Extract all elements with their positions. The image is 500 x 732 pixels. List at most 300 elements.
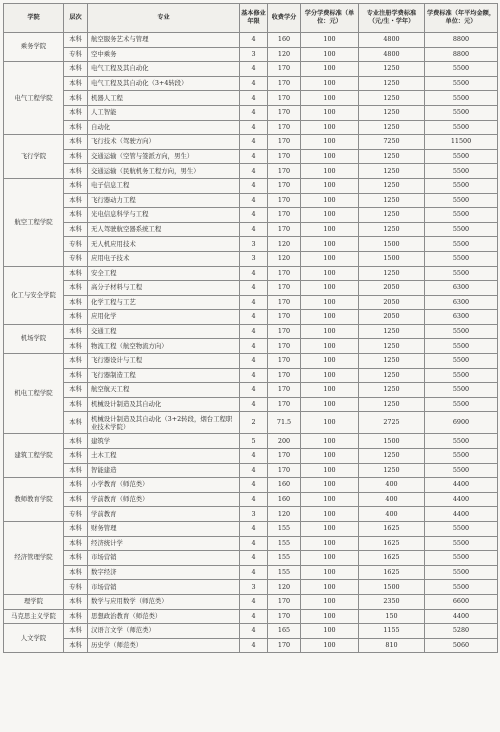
table-row [4, 295, 498, 310]
table-row [4, 222, 498, 237]
cell-years: 4 [240, 135, 268, 150]
cell-registration-fee: 1250 [359, 193, 425, 208]
cell-level: 本科 [64, 120, 88, 135]
cell-major: 空中乘务 [88, 47, 240, 62]
table-row [4, 383, 498, 398]
table-row [4, 237, 498, 252]
cell-years: 4 [240, 594, 268, 609]
cell-registration-fee: 1250 [359, 91, 425, 106]
cell-level: 本科 [64, 609, 88, 624]
table-row [4, 164, 498, 179]
cell-level: 本科 [64, 383, 88, 398]
cell-credit-fee: 100 [301, 295, 359, 310]
cell-credits: 155 [268, 551, 301, 566]
cell-major: 经济统计学 [88, 536, 240, 551]
cell-credits: 170 [268, 76, 301, 91]
cell-registration-fee: 4800 [359, 47, 425, 62]
cell-registration-fee: 1500 [359, 237, 425, 252]
cell-level: 本科 [64, 266, 88, 281]
cell-annual-fee: 4400 [425, 507, 498, 522]
table-row [4, 149, 498, 164]
cell-annual-fee: 5500 [425, 91, 498, 106]
table-row [4, 251, 498, 266]
cell-registration-fee: 1250 [359, 383, 425, 398]
cell-registration-fee: 1625 [359, 522, 425, 537]
cell-credit-fee: 100 [301, 164, 359, 179]
cell-annual-fee: 4400 [425, 478, 498, 493]
cell-credits: 120 [268, 47, 301, 62]
cell-credit-fee: 100 [301, 251, 359, 266]
cell-credits: 170 [268, 178, 301, 193]
cell-level: 本科 [64, 397, 88, 412]
table-row [4, 266, 498, 281]
cell-credit-fee: 100 [301, 91, 359, 106]
cell-years: 4 [240, 368, 268, 383]
cell-credits: 155 [268, 565, 301, 580]
cell-level: 本科 [64, 434, 88, 449]
cell-registration-fee: 2050 [359, 310, 425, 325]
cell-level: 本科 [64, 62, 88, 77]
cell-years: 4 [240, 624, 268, 639]
cell-annual-fee: 5500 [425, 208, 498, 223]
cell-annual-fee: 5500 [425, 105, 498, 120]
table-row [4, 478, 498, 493]
cell-annual-fee: 5500 [425, 580, 498, 595]
header-annual-fee: 学费标准（年平均金额，单位：元） [425, 4, 498, 33]
cell-level: 本科 [64, 594, 88, 609]
cell-credit-fee: 100 [301, 135, 359, 150]
cell-registration-fee: 150 [359, 609, 425, 624]
cell-credit-fee: 100 [301, 149, 359, 164]
table-row [4, 551, 498, 566]
cell-major: 土木工程 [88, 449, 240, 464]
table-row [4, 565, 498, 580]
fee-table [3, 3, 498, 653]
cell-credit-fee: 100 [301, 463, 359, 478]
cell-level: 本科 [64, 478, 88, 493]
cell-level: 本科 [64, 449, 88, 464]
cell-college: 电气工程学院 [4, 62, 64, 135]
cell-years: 4 [240, 383, 268, 398]
cell-credits: 170 [268, 638, 301, 653]
cell-registration-fee: 1500 [359, 251, 425, 266]
cell-college: 理学院 [4, 594, 64, 609]
cell-major: 市场营销 [88, 580, 240, 595]
cell-major: 人工智能 [88, 105, 240, 120]
cell-years: 4 [240, 354, 268, 369]
cell-major: 交通工程 [88, 324, 240, 339]
cell-major: 机器人工程 [88, 91, 240, 106]
table-row [4, 310, 498, 325]
cell-major: 电气工程及其自动化（3+4转段） [88, 76, 240, 91]
cell-credits: 170 [268, 105, 301, 120]
cell-years: 4 [240, 551, 268, 566]
cell-major: 小学教育（师范类） [88, 478, 240, 493]
cell-credit-fee: 100 [301, 237, 359, 252]
cell-credit-fee: 100 [301, 310, 359, 325]
cell-registration-fee: 1250 [359, 76, 425, 91]
cell-credit-fee: 100 [301, 412, 359, 434]
cell-years: 3 [240, 47, 268, 62]
cell-credit-fee: 100 [301, 339, 359, 354]
cell-credits: 170 [268, 164, 301, 179]
cell-registration-fee: 1500 [359, 434, 425, 449]
cell-level: 本科 [64, 492, 88, 507]
header-years: 基本修业年限 [240, 4, 268, 33]
cell-major: 安全工程 [88, 266, 240, 281]
cell-registration-fee: 810 [359, 638, 425, 653]
table-row [4, 536, 498, 551]
cell-registration-fee: 1250 [359, 463, 425, 478]
header-registration-fee: 专业注册学费标准（元/生・学年） [359, 4, 425, 33]
cell-credit-fee: 100 [301, 76, 359, 91]
table-row [4, 33, 498, 48]
cell-credit-fee: 100 [301, 638, 359, 653]
cell-annual-fee: 5500 [425, 383, 498, 398]
cell-annual-fee: 4400 [425, 492, 498, 507]
cell-credits: 170 [268, 91, 301, 106]
cell-level: 本科 [64, 208, 88, 223]
cell-credit-fee: 100 [301, 266, 359, 281]
cell-credit-fee: 100 [301, 522, 359, 537]
table-row [4, 324, 498, 339]
cell-major: 数字经济 [88, 565, 240, 580]
cell-level: 本科 [64, 33, 88, 48]
cell-major: 物流工程（航空物流方向） [88, 339, 240, 354]
cell-level: 本科 [64, 222, 88, 237]
cell-credits: 170 [268, 266, 301, 281]
cell-annual-fee: 5060 [425, 638, 498, 653]
cell-years: 4 [240, 33, 268, 48]
cell-registration-fee: 1250 [359, 222, 425, 237]
cell-registration-fee: 1250 [359, 339, 425, 354]
cell-registration-fee: 1250 [359, 266, 425, 281]
cell-major: 电子信息工程 [88, 178, 240, 193]
cell-major: 市场营销 [88, 551, 240, 566]
cell-major: 建筑学 [88, 434, 240, 449]
cell-level: 专科 [64, 580, 88, 595]
cell-annual-fee: 5280 [425, 624, 498, 639]
table-row [4, 193, 498, 208]
cell-level: 本科 [64, 339, 88, 354]
cell-credits: 200 [268, 434, 301, 449]
cell-credits: 170 [268, 135, 301, 150]
cell-registration-fee: 1625 [359, 551, 425, 566]
cell-annual-fee: 6900 [425, 412, 498, 434]
cell-credit-fee: 100 [301, 47, 359, 62]
cell-credit-fee: 100 [301, 594, 359, 609]
cell-credit-fee: 100 [301, 551, 359, 566]
cell-level: 本科 [64, 551, 88, 566]
cell-annual-fee: 5500 [425, 565, 498, 580]
cell-registration-fee: 1250 [359, 105, 425, 120]
cell-years: 4 [240, 149, 268, 164]
cell-major: 无人驾驶航空器系统工程 [88, 222, 240, 237]
cell-annual-fee: 5500 [425, 339, 498, 354]
cell-years: 4 [240, 266, 268, 281]
cell-credits: 170 [268, 281, 301, 296]
cell-years: 4 [240, 536, 268, 551]
cell-college: 建筑工程学院 [4, 434, 64, 478]
cell-years: 3 [240, 580, 268, 595]
cell-annual-fee: 6600 [425, 594, 498, 609]
cell-credit-fee: 100 [301, 62, 359, 77]
cell-major: 财务管理 [88, 522, 240, 537]
header-major: 专业 [88, 4, 240, 33]
cell-annual-fee: 5500 [425, 368, 498, 383]
cell-registration-fee: 1625 [359, 536, 425, 551]
cell-major: 思想政治教育（师范类） [88, 609, 240, 624]
cell-credit-fee: 100 [301, 222, 359, 237]
cell-years: 4 [240, 222, 268, 237]
cell-annual-fee: 5500 [425, 324, 498, 339]
cell-level: 本科 [64, 412, 88, 434]
cell-registration-fee: 1250 [359, 324, 425, 339]
cell-credit-fee: 100 [301, 478, 359, 493]
cell-years: 3 [240, 251, 268, 266]
cell-years: 4 [240, 120, 268, 135]
cell-college: 飞行学院 [4, 135, 64, 179]
cell-annual-fee: 11500 [425, 135, 498, 150]
header-credit-fee: 学分学费标准（单位：元） [301, 4, 359, 33]
cell-registration-fee: 1250 [359, 208, 425, 223]
cell-credit-fee: 100 [301, 208, 359, 223]
cell-credits: 170 [268, 609, 301, 624]
cell-credits: 155 [268, 522, 301, 537]
cell-credits: 170 [268, 324, 301, 339]
cell-annual-fee: 5500 [425, 449, 498, 464]
cell-major: 化学工程与工艺 [88, 295, 240, 310]
cell-years: 3 [240, 507, 268, 522]
table-row [4, 463, 498, 478]
cell-annual-fee: 5500 [425, 149, 498, 164]
cell-years: 4 [240, 522, 268, 537]
cell-credit-fee: 100 [301, 193, 359, 208]
cell-credits: 160 [268, 33, 301, 48]
table-row [4, 397, 498, 412]
cell-major: 无人机应用技术 [88, 237, 240, 252]
cell-major: 学前教育 [88, 507, 240, 522]
cell-credit-fee: 100 [301, 580, 359, 595]
cell-registration-fee: 1250 [359, 354, 425, 369]
cell-major: 交通运输（空管与签派方向，男生） [88, 149, 240, 164]
cell-annual-fee: 5500 [425, 397, 498, 412]
cell-years: 4 [240, 178, 268, 193]
cell-credit-fee: 100 [301, 565, 359, 580]
cell-level: 本科 [64, 368, 88, 383]
cell-registration-fee: 1250 [359, 120, 425, 135]
cell-annual-fee: 5500 [425, 178, 498, 193]
cell-years: 4 [240, 339, 268, 354]
cell-major: 机械设计制造及其自动化 [88, 397, 240, 412]
table-row [4, 120, 498, 135]
table-row [4, 281, 498, 296]
cell-years: 4 [240, 76, 268, 91]
cell-major: 飞行技术（驾驶方向） [88, 135, 240, 150]
cell-credits: 170 [268, 222, 301, 237]
cell-level: 本科 [64, 522, 88, 537]
cell-credits: 170 [268, 594, 301, 609]
cell-years: 4 [240, 609, 268, 624]
cell-credit-fee: 100 [301, 624, 359, 639]
table-row [4, 91, 498, 106]
cell-registration-fee: 4800 [359, 33, 425, 48]
cell-annual-fee: 8800 [425, 47, 498, 62]
cell-credits: 71.5 [268, 412, 301, 434]
cell-annual-fee: 4400 [425, 609, 498, 624]
cell-credits: 170 [268, 397, 301, 412]
table-row [4, 449, 498, 464]
cell-level: 本科 [64, 193, 88, 208]
cell-years: 4 [240, 463, 268, 478]
table-row [4, 412, 498, 434]
table-row [4, 76, 498, 91]
cell-major: 应用化学 [88, 310, 240, 325]
cell-level: 本科 [64, 324, 88, 339]
table-row [4, 507, 498, 522]
cell-major: 数学与应用数学（师范类） [88, 594, 240, 609]
cell-registration-fee: 1625 [359, 565, 425, 580]
cell-major: 学前教育（师范类） [88, 492, 240, 507]
cell-years: 4 [240, 281, 268, 296]
cell-credit-fee: 100 [301, 434, 359, 449]
cell-major: 飞行器动力工程 [88, 193, 240, 208]
cell-credit-fee: 100 [301, 33, 359, 48]
cell-annual-fee: 5500 [425, 62, 498, 77]
header-college: 学院 [4, 4, 64, 33]
cell-annual-fee: 5500 [425, 434, 498, 449]
cell-level: 本科 [64, 463, 88, 478]
cell-years: 5 [240, 434, 268, 449]
cell-college: 经济管理学院 [4, 522, 64, 595]
cell-major: 机械设计制造及其自动化（3+2转段，烟台工程职业技术学院） [88, 412, 240, 434]
cell-major: 光电信息科学与工程 [88, 208, 240, 223]
cell-level: 专科 [64, 237, 88, 252]
cell-credit-fee: 100 [301, 105, 359, 120]
cell-major: 航空服务艺术与管理 [88, 33, 240, 48]
cell-credits: 120 [268, 580, 301, 595]
cell-registration-fee: 1250 [359, 164, 425, 179]
cell-registration-fee: 1250 [359, 178, 425, 193]
cell-annual-fee: 5500 [425, 354, 498, 369]
cell-credits: 170 [268, 449, 301, 464]
cell-major: 航空航天工程 [88, 383, 240, 398]
cell-registration-fee: 1250 [359, 397, 425, 412]
cell-registration-fee: 1500 [359, 580, 425, 595]
table-row [4, 580, 498, 595]
cell-credits: 170 [268, 295, 301, 310]
cell-college: 教师教育学院 [4, 478, 64, 522]
cell-years: 4 [240, 478, 268, 493]
cell-credits: 170 [268, 310, 301, 325]
cell-registration-fee: 400 [359, 507, 425, 522]
cell-level: 本科 [64, 310, 88, 325]
cell-credit-fee: 100 [301, 507, 359, 522]
cell-credit-fee: 100 [301, 397, 359, 412]
header-level: 层次 [64, 4, 88, 33]
cell-credits: 155 [268, 536, 301, 551]
cell-credits: 170 [268, 193, 301, 208]
cell-major: 自动化 [88, 120, 240, 135]
cell-credits: 170 [268, 208, 301, 223]
cell-years: 4 [240, 105, 268, 120]
cell-years: 4 [240, 208, 268, 223]
cell-college: 机场学院 [4, 324, 64, 353]
cell-years: 4 [240, 397, 268, 412]
cell-college: 马克思主义学院 [4, 609, 64, 624]
cell-annual-fee: 5500 [425, 266, 498, 281]
cell-level: 本科 [64, 638, 88, 653]
table-row [4, 492, 498, 507]
table-row [4, 135, 498, 150]
cell-level: 本科 [64, 281, 88, 296]
cell-college: 航空工程学院 [4, 178, 64, 266]
cell-credits: 160 [268, 478, 301, 493]
cell-registration-fee: 7250 [359, 135, 425, 150]
table-row [4, 105, 498, 120]
table-row [4, 594, 498, 609]
cell-major: 高分子材料与工程 [88, 281, 240, 296]
cell-major: 电气工程及其自动化 [88, 62, 240, 77]
cell-level: 本科 [64, 164, 88, 179]
table-row [4, 178, 498, 193]
cell-college: 化工与安全学院 [4, 266, 64, 324]
cell-credits: 120 [268, 237, 301, 252]
cell-credits: 170 [268, 62, 301, 77]
cell-credit-fee: 100 [301, 609, 359, 624]
cell-level: 本科 [64, 565, 88, 580]
cell-credits: 170 [268, 120, 301, 135]
cell-registration-fee: 1250 [359, 449, 425, 464]
table-row [4, 434, 498, 449]
cell-annual-fee: 5500 [425, 522, 498, 537]
cell-college: 乘务学院 [4, 33, 64, 62]
fee-table-body [4, 33, 498, 653]
cell-level: 专科 [64, 507, 88, 522]
cell-years: 4 [240, 310, 268, 325]
cell-major: 交通运输（民航机务工程方向，男生） [88, 164, 240, 179]
cell-major: 飞行器制造工程 [88, 368, 240, 383]
cell-registration-fee: 400 [359, 478, 425, 493]
cell-credits: 170 [268, 463, 301, 478]
cell-annual-fee: 5500 [425, 76, 498, 91]
cell-annual-fee: 6300 [425, 295, 498, 310]
cell-credits: 165 [268, 624, 301, 639]
cell-years: 4 [240, 295, 268, 310]
cell-years: 4 [240, 324, 268, 339]
header-row [4, 4, 498, 33]
table-row [4, 47, 498, 62]
cell-major: 历史学（师范类） [88, 638, 240, 653]
cell-level: 本科 [64, 76, 88, 91]
cell-registration-fee: 2050 [359, 295, 425, 310]
cell-level: 本科 [64, 624, 88, 639]
table-row [4, 624, 498, 639]
cell-credits: 120 [268, 251, 301, 266]
cell-years: 3 [240, 237, 268, 252]
cell-annual-fee: 5500 [425, 551, 498, 566]
cell-level: 本科 [64, 149, 88, 164]
cell-major: 汉语言文学（师范类） [88, 624, 240, 639]
cell-annual-fee: 5500 [425, 193, 498, 208]
cell-annual-fee: 5500 [425, 536, 498, 551]
cell-credit-fee: 100 [301, 449, 359, 464]
cell-level: 本科 [64, 105, 88, 120]
cell-level: 本科 [64, 178, 88, 193]
cell-major: 飞行器设计与工程 [88, 354, 240, 369]
cell-annual-fee: 6300 [425, 310, 498, 325]
cell-credits: 170 [268, 339, 301, 354]
